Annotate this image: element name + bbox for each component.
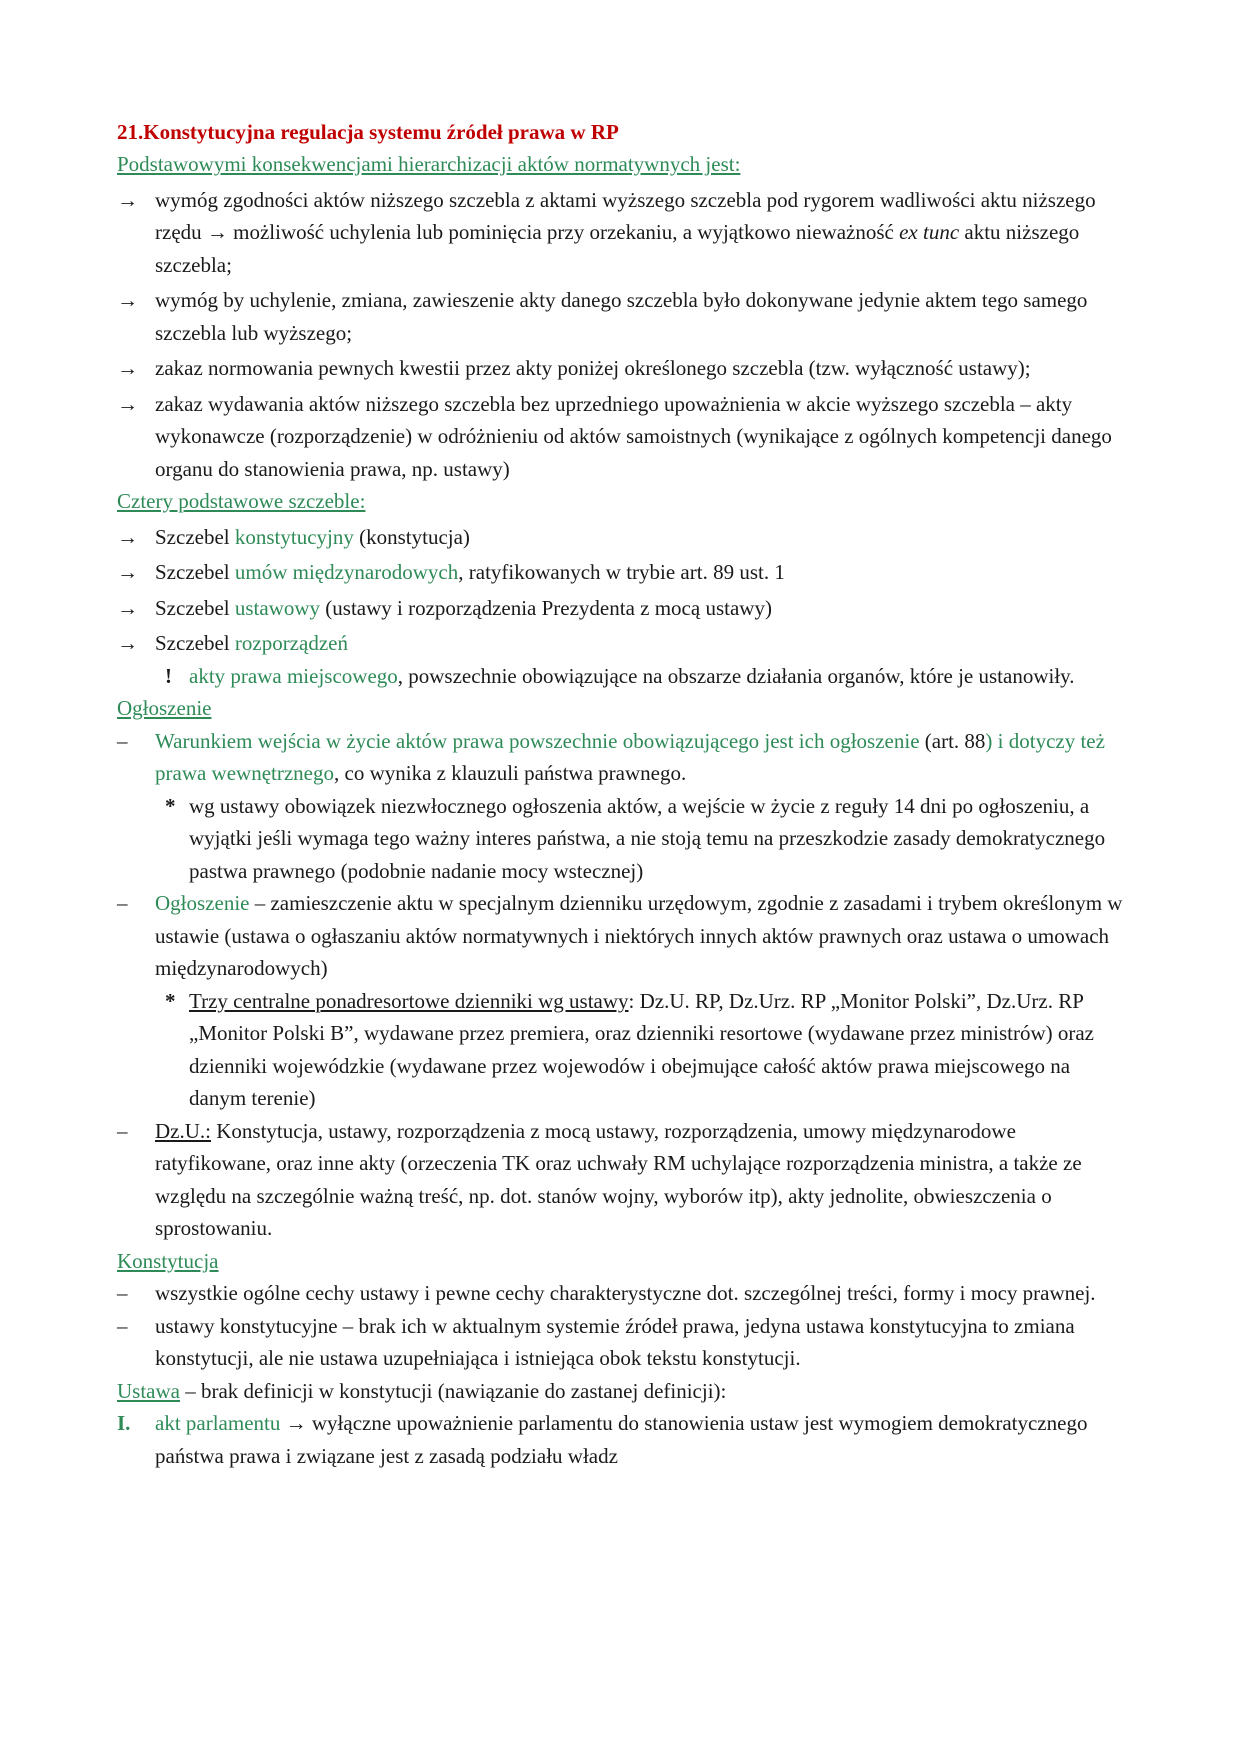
- item-text: wszystkie ogólne cechy ustawy i pewne cechy charakterystyczne dot. szczególnej treści, formy i mocy prawnej.: [155, 1281, 1096, 1305]
- item-text: aktu niższego szczebla;: [155, 220, 1080, 277]
- list-item: [117, 184, 1129, 282]
- item-term: umów międzynarodowych: [234, 560, 459, 584]
- arrow-icon: →: [117, 595, 138, 620]
- list-item: [117, 1115, 1129, 1245]
- item-text: (konstytucja): [353, 524, 470, 549]
- sub-item: [117, 985, 1129, 1115]
- item-term: akt parlamentu: [155, 1411, 281, 1435]
- section-heading-levels: Cztery podstawowe szczeble:: [117, 489, 366, 513]
- list-item: [117, 1277, 1129, 1310]
- item-term: rozporządzeń: [234, 631, 348, 655]
- item-term: ustawowy: [234, 595, 321, 620]
- item-term: ) i dotyczy też prawa wewnętrznego: [155, 728, 1105, 785]
- item-term-underlined: Trzy centralne ponadresortowe dzienniki wg ustawy: [189, 988, 629, 1013]
- item-text: Szczebel: [155, 595, 235, 620]
- heading-text: – brak definicji w konstytucji (nawiązanie do zastanej definicji):: [179, 1378, 727, 1403]
- arrow-icon: →: [117, 631, 138, 655]
- roman-numeral: I.: [117, 1411, 131, 1435]
- item-term-underlined: Dz.U.:: [155, 1118, 211, 1143]
- item-text: (ustawy i rozporządzenia Prezydenta z mocą ustawy): [320, 595, 772, 620]
- item-text: Konstytucja, ustawy, rozporządzenia z mocą ustawy, rozporządzenia, umowy międzynarodowe ratyfikowane, oraz inne akty (orzeczenia TK oraz uchwały RM uchylające rozporządzenia ministra, a także ze względu na szczególnie ważną treść, np. dot. stanów wojny, wyborów itp), akty jednolite, obwieszczenia o sprostowaniu.: [155, 1118, 1082, 1240]
- sub-item: [117, 660, 1129, 693]
- list-item: [117, 556, 1129, 589]
- levels-list: [117, 521, 1129, 693]
- star-marker: *: [165, 793, 176, 818]
- item-text: ustawy konstytucyjne – brak ich w aktualnym systemie źródeł prawa, jedyna ustawa konstytucyjna to zmiana konstytucji, ale nie ustawa uzupełniająca i istniejąca obok tekstu konstytucji.: [155, 1313, 1075, 1370]
- item-text: Szczebel: [155, 631, 235, 655]
- item-term: akty prawa miejscowego: [189, 663, 398, 688]
- section-heading-statute: Ustawa: [117, 1378, 180, 1403]
- section-heading-publication: Ogłoszenie: [117, 696, 212, 720]
- arrow-icon: →: [117, 391, 138, 416]
- item-text: : Dz.U. RP, Dz.Urz. RP „Monitor Polski”, Dz.Urz. RP „Monitor Polski B”, wydawane przez premiera, oraz dzienniki resortowe (wydawane przez ministrów) oraz dzienniki wojewódzkie (wydawane przez wojewodów i obejmujące całość aktów prawa miejscowego na danym terenie): [189, 988, 1094, 1110]
- item-text: , ratyfikowanych w trybie art. 89 ust. 1: [458, 560, 785, 584]
- section-heading-statute-line: [117, 1375, 1129, 1408]
- item-text-italic: ex tunc: [899, 220, 960, 244]
- list-item: [117, 627, 1129, 660]
- list-item: [117, 352, 1129, 385]
- document-page: [117, 116, 1129, 1472]
- item-text: wymóg by uchylenie, zmiana, zawieszenie akty danego szczebla było dokonywane jedynie aktem tego samego szczebla lub wyższego;: [155, 288, 1088, 345]
- item-text: → wyłączne upoważnienie parlamentu do stanowienia ustaw jest wymogiem demokratycznego państwa prawa i związane jest z zasadą podziału władz: [155, 1411, 1088, 1468]
- item-term: Warunkiem wejścia w życie aktów prawa powszechnie obowiązującego jest ich ogłoszenie: [155, 728, 920, 753]
- exclamation-icon: !: [165, 663, 172, 688]
- dash-marker: –: [117, 1281, 128, 1305]
- dash-marker: –: [117, 728, 128, 753]
- dash-marker: –: [117, 1313, 128, 1338]
- item-term: Ogłoszenie: [155, 891, 250, 915]
- item-text: (art. 88: [919, 728, 986, 753]
- list-item: [117, 284, 1129, 349]
- numbered-item: [117, 1407, 1129, 1472]
- hierarchy-consequences-list: [117, 184, 1129, 486]
- item-text: Szczebel: [155, 524, 235, 549]
- item-text: , co wynika z klauzuli państwa prawnego.: [334, 761, 687, 785]
- item-text: wymóg zgodności aktów niższego szczebla z aktami wyższego szczebla pod rygorem wadliwości aktu niższego rzędu → możliwość uchylenia lub pominięcia przy orzekaniu, a wyjątkowo nieważność: [155, 187, 1096, 244]
- publication-list: [117, 725, 1129, 1245]
- dash-marker: –: [117, 1118, 128, 1143]
- constitution-list: [117, 1277, 1129, 1375]
- arrow-icon: →: [117, 288, 138, 312]
- list-item: [117, 725, 1129, 790]
- arrow-icon: →: [117, 524, 138, 549]
- list-item: [117, 521, 1129, 554]
- arrow-icon: →: [117, 187, 138, 212]
- arrow-icon: →: [117, 356, 138, 380]
- page-title: 21.Konstytucyjna regulacja systemu źródeł prawa w RP: [117, 120, 619, 144]
- dash-marker: –: [117, 891, 128, 915]
- star-marker: *: [165, 988, 176, 1013]
- list-item: [117, 1310, 1129, 1375]
- item-term: konstytucyjny: [234, 524, 354, 549]
- item-text: zakaz normowania pewnych kwestii przez akty poniżej określonego szczebla (tzw. wyłączność ustawy);: [155, 356, 1031, 380]
- sub-item: [117, 790, 1129, 888]
- item-text: wg ustawy obowiązek niezwłocznego ogłoszenia aktów, a wejście w życie z reguły 14 dni po ogłoszeniu, a wyjątki jeśli wymaga tego ważny interes państwa, a nie stoją temu na przeszkodzie zasady demokratycznego pastwa prawnego (podobnie nadanie mocy wstecznej): [189, 793, 1106, 883]
- arrow-icon: →: [117, 560, 138, 584]
- list-item: [117, 887, 1129, 985]
- section-heading-constitution: Konstytucja: [117, 1248, 219, 1273]
- item-text: – zamieszczenie aktu w specjalnym dzienniku urzędowym, zgodnie z zasadami i trybem określonym w ustawie (ustawa o ogłaszaniu aktów normatywnych i niektórych innych aktów prawnych oraz ustawa o umowach międzynarodowych): [155, 891, 1123, 980]
- item-text: Szczebel: [155, 560, 235, 584]
- item-text: , powszechnie obowiązujące na obszarze działania organów, które je ustanowiły.: [397, 663, 1075, 688]
- section-heading-hierarchy: Podstawowymi konsekwencjami hierarchizacji aktów normatywnych jest:: [117, 152, 741, 176]
- list-item: [117, 592, 1129, 625]
- list-item: [117, 388, 1129, 486]
- item-text: zakaz wydawania aktów niższego szczebla bez uprzedniego upoważnienia w akcie wyższego szczebla – akty wykonawcze (rozporządzenie) w odróżnieniu od aktów samoistnych (wynikające z ogólnych kompetencji danego organu do stanowienia prawa, np. ustawy): [155, 391, 1112, 481]
